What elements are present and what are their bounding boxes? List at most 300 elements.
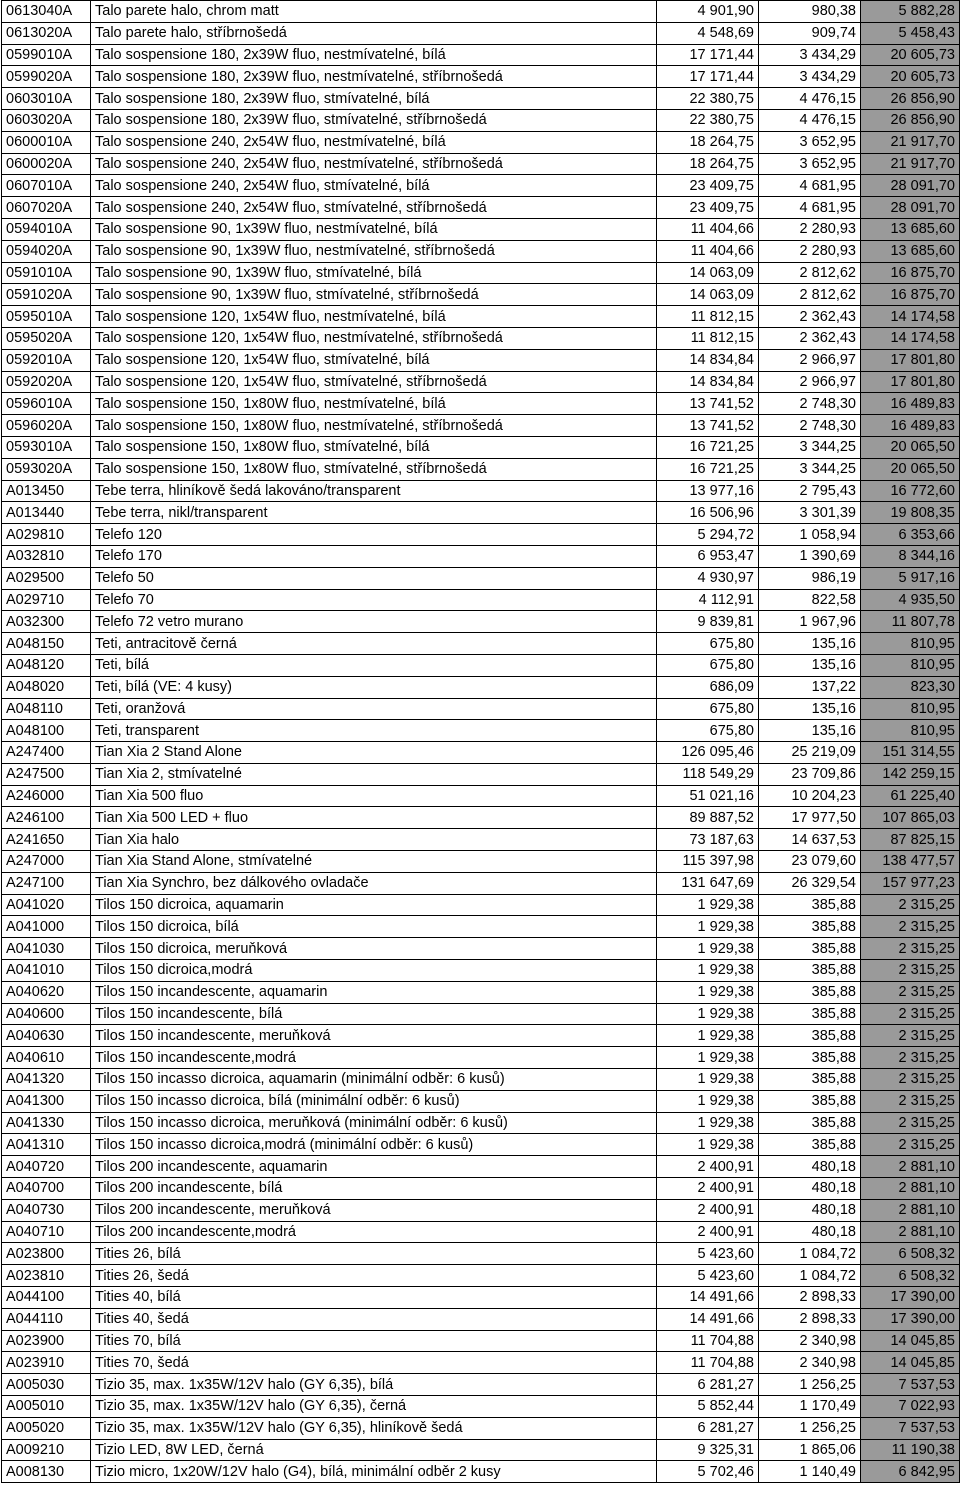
vat-amount-cell: 2 280,93 bbox=[759, 218, 861, 240]
vat-amount-cell: 480,18 bbox=[759, 1221, 861, 1243]
price-without-vat-cell: 2 400,91 bbox=[657, 1156, 759, 1178]
product-code-cell: A041330 bbox=[2, 1112, 91, 1134]
price-with-vat-cell: 14 045,85 bbox=[861, 1330, 960, 1352]
product-name-cell: Tian Xia Synchro, bez dálkového ovladače bbox=[91, 872, 657, 894]
price-without-vat-cell: 18 264,75 bbox=[657, 131, 759, 153]
price-with-vat-cell: 16 875,70 bbox=[861, 262, 960, 284]
product-code-cell: 0593010A bbox=[2, 436, 91, 458]
price-with-vat-cell: 14 174,58 bbox=[861, 327, 960, 349]
table-row bbox=[2, 1025, 960, 1047]
price-without-vat-cell: 1 929,38 bbox=[657, 894, 759, 916]
product-code-cell: 0607020A bbox=[2, 197, 91, 219]
price-with-vat-cell: 2 315,25 bbox=[861, 981, 960, 1003]
vat-amount-cell: 2 362,43 bbox=[759, 306, 861, 328]
product-name-cell: Talo sospensione 150, 1x80W fluo, stmívatelné, stříbrnošedá bbox=[91, 458, 657, 480]
table-row bbox=[2, 175, 960, 197]
price-with-vat-cell: 2 315,25 bbox=[861, 1025, 960, 1047]
table-row bbox=[2, 807, 960, 829]
vat-amount-cell: 2 812,62 bbox=[759, 284, 861, 306]
price-with-vat-cell: 2 315,25 bbox=[861, 1134, 960, 1156]
product-name-cell: Tian Xia 2, stmívatelné bbox=[91, 763, 657, 785]
vat-amount-cell: 14 637,53 bbox=[759, 829, 861, 851]
price-without-vat-cell: 16 506,96 bbox=[657, 502, 759, 524]
table-row bbox=[2, 829, 960, 851]
table-row bbox=[2, 1287, 960, 1309]
vat-amount-cell: 2 812,62 bbox=[759, 262, 861, 284]
table-row bbox=[2, 240, 960, 262]
product-name-cell: Tizio LED, 8W LED, černá bbox=[91, 1439, 657, 1461]
vat-amount-cell: 23 709,86 bbox=[759, 763, 861, 785]
product-name-cell: Telefo 70 bbox=[91, 589, 657, 611]
product-name-cell: Telefo 72 vetro murano bbox=[91, 611, 657, 633]
product-code-cell: A023800 bbox=[2, 1243, 91, 1265]
vat-amount-cell: 1 390,69 bbox=[759, 545, 861, 567]
price-without-vat-cell: 22 380,75 bbox=[657, 109, 759, 131]
price-with-vat-cell: 16 489,83 bbox=[861, 393, 960, 415]
vat-amount-cell: 385,88 bbox=[759, 1134, 861, 1156]
product-name-cell: Talo sospensione 90, 1x39W fluo, stmívatelné, stříbrnošedá bbox=[91, 284, 657, 306]
vat-amount-cell: 3 434,29 bbox=[759, 66, 861, 88]
price-with-vat-cell: 2 315,25 bbox=[861, 1047, 960, 1069]
table-row bbox=[2, 1396, 960, 1418]
product-name-cell: Tian Xia halo bbox=[91, 829, 657, 851]
price-with-vat-cell: 16 489,83 bbox=[861, 415, 960, 437]
vat-amount-cell: 2 898,33 bbox=[759, 1308, 861, 1330]
table-row bbox=[2, 545, 960, 567]
table-row bbox=[2, 1090, 960, 1112]
product-code-cell: A246000 bbox=[2, 785, 91, 807]
price-with-vat-cell: 2 315,25 bbox=[861, 1112, 960, 1134]
table-row bbox=[2, 306, 960, 328]
table-row bbox=[2, 131, 960, 153]
product-code-cell: A048120 bbox=[2, 654, 91, 676]
product-name-cell: Tilos 150 incandescente, aquamarin bbox=[91, 981, 657, 1003]
table-row bbox=[2, 1221, 960, 1243]
price-with-vat-cell: 7 537,53 bbox=[861, 1417, 960, 1439]
vat-amount-cell: 385,88 bbox=[759, 938, 861, 960]
product-code-cell: A029710 bbox=[2, 589, 91, 611]
price-without-vat-cell: 14 834,84 bbox=[657, 349, 759, 371]
price-with-vat-cell: 810,95 bbox=[861, 698, 960, 720]
price-with-vat-cell: 2 315,25 bbox=[861, 960, 960, 982]
product-code-cell: 0599020A bbox=[2, 66, 91, 88]
table-row bbox=[2, 1069, 960, 1091]
price-without-vat-cell: 1 929,38 bbox=[657, 1069, 759, 1091]
table-row bbox=[2, 327, 960, 349]
product-name-cell: Talo sospensione 180, 2x39W fluo, nestmívatelné, stříbrnošedá bbox=[91, 66, 657, 88]
product-code-cell: A040720 bbox=[2, 1156, 91, 1178]
vat-amount-cell: 2 340,98 bbox=[759, 1330, 861, 1352]
table-row bbox=[2, 851, 960, 873]
product-name-cell: Tities 26, bílá bbox=[91, 1243, 657, 1265]
product-name-cell: Tilos 200 incandescente, meruňková bbox=[91, 1199, 657, 1221]
price-with-vat-cell: 151 314,55 bbox=[861, 742, 960, 764]
price-with-vat-cell: 16 772,60 bbox=[861, 480, 960, 502]
product-name-cell: Teti, bílá (VE: 4 kusy) bbox=[91, 676, 657, 698]
vat-amount-cell: 385,88 bbox=[759, 1090, 861, 1112]
table-row bbox=[2, 785, 960, 807]
vat-amount-cell: 135,16 bbox=[759, 633, 861, 655]
product-code-cell: A044100 bbox=[2, 1287, 91, 1309]
price-with-vat-cell: 16 875,70 bbox=[861, 284, 960, 306]
product-name-cell: Talo parete halo, stříbrnošedá bbox=[91, 22, 657, 44]
table-row bbox=[2, 1352, 960, 1374]
table-row bbox=[2, 262, 960, 284]
table-row bbox=[2, 938, 960, 960]
product-code-cell: A041020 bbox=[2, 894, 91, 916]
price-without-vat-cell: 51 021,16 bbox=[657, 785, 759, 807]
vat-amount-cell: 2 966,97 bbox=[759, 371, 861, 393]
price-without-vat-cell: 4 548,69 bbox=[657, 22, 759, 44]
product-code-cell: 0592020A bbox=[2, 371, 91, 393]
table-row bbox=[2, 981, 960, 1003]
price-with-vat-cell: 142 259,15 bbox=[861, 763, 960, 785]
product-name-cell: Tilos 150 dicroica, aquamarin bbox=[91, 894, 657, 916]
price-without-vat-cell: 22 380,75 bbox=[657, 88, 759, 110]
price-without-vat-cell: 1 929,38 bbox=[657, 960, 759, 982]
vat-amount-cell: 2 898,33 bbox=[759, 1287, 861, 1309]
product-code-cell: 0591010A bbox=[2, 262, 91, 284]
product-name-cell: Talo sospensione 90, 1x39W fluo, nestmívatelné, bílá bbox=[91, 218, 657, 240]
product-code-cell: 0600010A bbox=[2, 131, 91, 153]
vat-amount-cell: 2 966,97 bbox=[759, 349, 861, 371]
product-name-cell: Tian Xia 2 Stand Alone bbox=[91, 742, 657, 764]
product-code-cell: 0592010A bbox=[2, 349, 91, 371]
table-row bbox=[2, 284, 960, 306]
product-code-cell: A040630 bbox=[2, 1025, 91, 1047]
product-name-cell: Tilos 150 incasso dicroica, meruňková (minimální odběr: 6 kusů) bbox=[91, 1112, 657, 1134]
price-without-vat-cell: 4 112,91 bbox=[657, 589, 759, 611]
price-without-vat-cell: 16 721,25 bbox=[657, 436, 759, 458]
table-row bbox=[2, 894, 960, 916]
price-with-vat-cell: 107 865,03 bbox=[861, 807, 960, 829]
product-code-cell: A041300 bbox=[2, 1090, 91, 1112]
table-row bbox=[2, 633, 960, 655]
product-name-cell: Talo sospensione 120, 1x54W fluo, stmívatelné, stříbrnošedá bbox=[91, 371, 657, 393]
price-without-vat-cell: 4 930,97 bbox=[657, 567, 759, 589]
product-name-cell: Talo parete halo, chrom matt bbox=[91, 1, 657, 23]
price-without-vat-cell: 11 704,88 bbox=[657, 1330, 759, 1352]
price-with-vat-cell: 810,95 bbox=[861, 654, 960, 676]
vat-amount-cell: 1 084,72 bbox=[759, 1265, 861, 1287]
price-without-vat-cell: 14 491,66 bbox=[657, 1308, 759, 1330]
vat-amount-cell: 25 219,09 bbox=[759, 742, 861, 764]
table-row bbox=[2, 1, 960, 23]
price-without-vat-cell: 1 929,38 bbox=[657, 1003, 759, 1025]
product-code-cell: 0596010A bbox=[2, 393, 91, 415]
vat-amount-cell: 385,88 bbox=[759, 1003, 861, 1025]
product-code-cell: 0594020A bbox=[2, 240, 91, 262]
product-name-cell: Tilos 150 dicroica, meruňková bbox=[91, 938, 657, 960]
price-with-vat-cell: 157 977,23 bbox=[861, 872, 960, 894]
product-name-cell: Tilos 150 incasso dicroica,modrá (minimální odběr: 6 kusů) bbox=[91, 1134, 657, 1156]
product-code-cell: A041310 bbox=[2, 1134, 91, 1156]
product-name-cell: Tebe terra, nikl/transparent bbox=[91, 502, 657, 524]
price-with-vat-cell: 21 917,70 bbox=[861, 153, 960, 175]
vat-amount-cell: 4 681,95 bbox=[759, 197, 861, 219]
vat-amount-cell: 137,22 bbox=[759, 676, 861, 698]
vat-amount-cell: 385,88 bbox=[759, 981, 861, 1003]
product-name-cell: Talo sospensione 180, 2x39W fluo, stmívatelné, stříbrnošedá bbox=[91, 109, 657, 131]
table-row bbox=[2, 1417, 960, 1439]
vat-amount-cell: 1 140,49 bbox=[759, 1461, 861, 1483]
vat-amount-cell: 2 362,43 bbox=[759, 327, 861, 349]
product-name-cell: Talo sospensione 150, 1x80W fluo, nestmívatelné, stříbrnošedá bbox=[91, 415, 657, 437]
price-with-vat-cell: 2 315,25 bbox=[861, 1003, 960, 1025]
price-without-vat-cell: 2 400,91 bbox=[657, 1221, 759, 1243]
product-code-cell: 0599010A bbox=[2, 44, 91, 66]
table-row bbox=[2, 611, 960, 633]
price-without-vat-cell: 5 423,60 bbox=[657, 1265, 759, 1287]
price-without-vat-cell: 5 423,60 bbox=[657, 1243, 759, 1265]
table-row bbox=[2, 960, 960, 982]
price-with-vat-cell: 2 881,10 bbox=[861, 1199, 960, 1221]
product-code-cell: A048150 bbox=[2, 633, 91, 655]
product-code-cell: A041000 bbox=[2, 916, 91, 938]
vat-amount-cell: 23 079,60 bbox=[759, 851, 861, 873]
price-without-vat-cell: 675,80 bbox=[657, 698, 759, 720]
price-with-vat-cell: 17 390,00 bbox=[861, 1287, 960, 1309]
product-name-cell: Tebe terra, hliníkově šedá lakováno/transparent bbox=[91, 480, 657, 502]
product-name-cell: Tities 26, šedá bbox=[91, 1265, 657, 1287]
vat-amount-cell: 1 084,72 bbox=[759, 1243, 861, 1265]
price-without-vat-cell: 17 171,44 bbox=[657, 66, 759, 88]
table-row bbox=[2, 88, 960, 110]
price-with-vat-cell: 26 856,90 bbox=[861, 109, 960, 131]
product-code-cell: A009210 bbox=[2, 1439, 91, 1461]
product-code-cell: A048110 bbox=[2, 698, 91, 720]
price-without-vat-cell: 23 409,75 bbox=[657, 175, 759, 197]
table-row bbox=[2, 371, 960, 393]
price-with-vat-cell: 20 605,73 bbox=[861, 66, 960, 88]
vat-amount-cell: 909,74 bbox=[759, 22, 861, 44]
product-name-cell: Tilos 150 incandescente, bílá bbox=[91, 1003, 657, 1025]
table-row bbox=[2, 1265, 960, 1287]
product-name-cell: Tilos 200 incandescente, aquamarin bbox=[91, 1156, 657, 1178]
price-without-vat-cell: 1 929,38 bbox=[657, 1090, 759, 1112]
table-row bbox=[2, 1243, 960, 1265]
table-row bbox=[2, 1461, 960, 1483]
vat-amount-cell: 26 329,54 bbox=[759, 872, 861, 894]
price-without-vat-cell: 686,09 bbox=[657, 676, 759, 698]
table-row bbox=[2, 1112, 960, 1134]
product-code-cell: 0594010A bbox=[2, 218, 91, 240]
table-row bbox=[2, 1374, 960, 1396]
vat-amount-cell: 3 434,29 bbox=[759, 44, 861, 66]
product-code-cell: 0593020A bbox=[2, 458, 91, 480]
price-with-vat-cell: 2 315,25 bbox=[861, 894, 960, 916]
product-name-cell: Talo sospensione 240, 2x54W fluo, nestmívatelné, bílá bbox=[91, 131, 657, 153]
price-without-vat-cell: 115 397,98 bbox=[657, 851, 759, 873]
vat-amount-cell: 385,88 bbox=[759, 1047, 861, 1069]
product-code-cell: A040730 bbox=[2, 1199, 91, 1221]
product-name-cell: Tities 70, bílá bbox=[91, 1330, 657, 1352]
vat-amount-cell: 135,16 bbox=[759, 720, 861, 742]
price-without-vat-cell: 5 852,44 bbox=[657, 1396, 759, 1418]
vat-amount-cell: 1 170,49 bbox=[759, 1396, 861, 1418]
vat-amount-cell: 2 748,30 bbox=[759, 393, 861, 415]
price-with-vat-cell: 20 065,50 bbox=[861, 458, 960, 480]
vat-amount-cell: 2 795,43 bbox=[759, 480, 861, 502]
price-without-vat-cell: 6 281,27 bbox=[657, 1374, 759, 1396]
product-code-cell: A013440 bbox=[2, 502, 91, 524]
table-row bbox=[2, 676, 960, 698]
table-row bbox=[2, 458, 960, 480]
price-with-vat-cell: 2 315,25 bbox=[861, 938, 960, 960]
table-row bbox=[2, 197, 960, 219]
table-row bbox=[2, 698, 960, 720]
product-name-cell: Tizio 35, max. 1x35W/12V halo (GY 6,35), hliníkově šedá bbox=[91, 1417, 657, 1439]
vat-amount-cell: 1 256,25 bbox=[759, 1417, 861, 1439]
price-with-vat-cell: 14 045,85 bbox=[861, 1352, 960, 1374]
product-code-cell: 0595010A bbox=[2, 306, 91, 328]
price-without-vat-cell: 1 929,38 bbox=[657, 938, 759, 960]
table-row bbox=[2, 1047, 960, 1069]
price-with-vat-cell: 13 685,60 bbox=[861, 218, 960, 240]
price-with-vat-cell: 13 685,60 bbox=[861, 240, 960, 262]
price-without-vat-cell: 1 929,38 bbox=[657, 1112, 759, 1134]
price-without-vat-cell: 1 929,38 bbox=[657, 1047, 759, 1069]
product-code-cell: A040710 bbox=[2, 1221, 91, 1243]
price-with-vat-cell: 28 091,70 bbox=[861, 175, 960, 197]
vat-amount-cell: 822,58 bbox=[759, 589, 861, 611]
price-without-vat-cell: 18 264,75 bbox=[657, 153, 759, 175]
price-with-vat-cell: 7 537,53 bbox=[861, 1374, 960, 1396]
table-row bbox=[2, 393, 960, 415]
product-name-cell: Talo sospensione 150, 1x80W fluo, nestmívatelné, bílá bbox=[91, 393, 657, 415]
vat-amount-cell: 3 344,25 bbox=[759, 436, 861, 458]
price-with-vat-cell: 2 881,10 bbox=[861, 1221, 960, 1243]
price-without-vat-cell: 17 171,44 bbox=[657, 44, 759, 66]
price-with-vat-cell: 6 508,32 bbox=[861, 1265, 960, 1287]
price-with-vat-cell: 810,95 bbox=[861, 633, 960, 655]
price-with-vat-cell: 2 881,10 bbox=[861, 1156, 960, 1178]
product-name-cell: Talo sospensione 120, 1x54W fluo, stmívatelné, bílá bbox=[91, 349, 657, 371]
table-row bbox=[2, 502, 960, 524]
price-without-vat-cell: 13 741,52 bbox=[657, 393, 759, 415]
vat-amount-cell: 3 652,95 bbox=[759, 153, 861, 175]
table-row bbox=[2, 1156, 960, 1178]
product-name-cell: Telefo 170 bbox=[91, 545, 657, 567]
vat-amount-cell: 385,88 bbox=[759, 894, 861, 916]
table-row bbox=[2, 1330, 960, 1352]
vat-amount-cell: 385,88 bbox=[759, 1112, 861, 1134]
price-with-vat-cell: 5 882,28 bbox=[861, 1, 960, 23]
price-with-vat-cell: 28 091,70 bbox=[861, 197, 960, 219]
price-without-vat-cell: 675,80 bbox=[657, 720, 759, 742]
product-name-cell: Tizio micro, 1x20W/12V halo (G4), bílá, minimální odběr 2 kusy bbox=[91, 1461, 657, 1483]
price-without-vat-cell: 14 834,84 bbox=[657, 371, 759, 393]
table-row bbox=[2, 44, 960, 66]
product-code-cell: A041010 bbox=[2, 960, 91, 982]
price-with-vat-cell: 4 935,50 bbox=[861, 589, 960, 611]
table-row bbox=[2, 1439, 960, 1461]
product-code-cell: A029500 bbox=[2, 567, 91, 589]
price-without-vat-cell: 11 404,66 bbox=[657, 218, 759, 240]
price-with-vat-cell: 17 801,80 bbox=[861, 371, 960, 393]
product-name-cell: Tilos 150 incandescente,modrá bbox=[91, 1047, 657, 1069]
price-with-vat-cell: 87 825,15 bbox=[861, 829, 960, 851]
table-row bbox=[2, 436, 960, 458]
vat-amount-cell: 385,88 bbox=[759, 1025, 861, 1047]
product-code-cell: A013450 bbox=[2, 480, 91, 502]
vat-amount-cell: 1 058,94 bbox=[759, 524, 861, 546]
price-without-vat-cell: 9 839,81 bbox=[657, 611, 759, 633]
product-code-cell: A044110 bbox=[2, 1308, 91, 1330]
table-row bbox=[2, 524, 960, 546]
product-code-cell: A247100 bbox=[2, 872, 91, 894]
product-code-cell: 0596020A bbox=[2, 415, 91, 437]
table-row bbox=[2, 872, 960, 894]
product-code-cell: A029810 bbox=[2, 524, 91, 546]
price-without-vat-cell: 11 812,15 bbox=[657, 327, 759, 349]
product-name-cell: Tizio 35, max. 1x35W/12V halo (GY 6,35), bílá bbox=[91, 1374, 657, 1396]
price-without-vat-cell: 2 400,91 bbox=[657, 1178, 759, 1200]
product-code-cell: A023910 bbox=[2, 1352, 91, 1374]
price-with-vat-cell: 2 315,25 bbox=[861, 916, 960, 938]
price-with-vat-cell: 2 315,25 bbox=[861, 1090, 960, 1112]
product-name-cell: Talo sospensione 90, 1x39W fluo, stmívatelné, bílá bbox=[91, 262, 657, 284]
price-without-vat-cell: 23 409,75 bbox=[657, 197, 759, 219]
table-row bbox=[2, 742, 960, 764]
product-name-cell: Talo sospensione 90, 1x39W fluo, nestmívatelné, stříbrnošedá bbox=[91, 240, 657, 262]
price-list-table bbox=[1, 0, 960, 1483]
product-name-cell: Teti, oranžová bbox=[91, 698, 657, 720]
vat-amount-cell: 480,18 bbox=[759, 1156, 861, 1178]
vat-amount-cell: 2 340,98 bbox=[759, 1352, 861, 1374]
product-code-cell: 0613040A bbox=[2, 1, 91, 23]
price-without-vat-cell: 1 929,38 bbox=[657, 1025, 759, 1047]
table-row bbox=[2, 415, 960, 437]
vat-amount-cell: 385,88 bbox=[759, 916, 861, 938]
product-code-cell: A005020 bbox=[2, 1417, 91, 1439]
product-code-cell: 0595020A bbox=[2, 327, 91, 349]
product-code-cell: A032300 bbox=[2, 611, 91, 633]
price-with-vat-cell: 14 174,58 bbox=[861, 306, 960, 328]
table-row bbox=[2, 22, 960, 44]
table-row bbox=[2, 218, 960, 240]
product-name-cell: Tilos 150 dicroica,modrá bbox=[91, 960, 657, 982]
product-code-cell: A247500 bbox=[2, 763, 91, 785]
product-code-cell: A005010 bbox=[2, 1396, 91, 1418]
product-name-cell: Talo sospensione 240, 2x54W fluo, stmívatelné, bílá bbox=[91, 175, 657, 197]
price-without-vat-cell: 131 647,69 bbox=[657, 872, 759, 894]
price-without-vat-cell: 118 549,29 bbox=[657, 763, 759, 785]
price-with-vat-cell: 7 022,93 bbox=[861, 1396, 960, 1418]
price-without-vat-cell: 11 812,15 bbox=[657, 306, 759, 328]
price-with-vat-cell: 61 225,40 bbox=[861, 785, 960, 807]
price-without-vat-cell: 1 929,38 bbox=[657, 916, 759, 938]
product-name-cell: Teti, bílá bbox=[91, 654, 657, 676]
price-without-vat-cell: 13 741,52 bbox=[657, 415, 759, 437]
vat-amount-cell: 385,88 bbox=[759, 960, 861, 982]
price-without-vat-cell: 16 721,25 bbox=[657, 458, 759, 480]
vat-amount-cell: 480,18 bbox=[759, 1199, 861, 1221]
price-without-vat-cell: 9 325,31 bbox=[657, 1439, 759, 1461]
product-name-cell: Tities 40, šedá bbox=[91, 1308, 657, 1330]
vat-amount-cell: 3 301,39 bbox=[759, 502, 861, 524]
product-name-cell: Talo sospensione 120, 1x54W fluo, nestmívatelné, stříbrnošedá bbox=[91, 327, 657, 349]
vat-amount-cell: 4 681,95 bbox=[759, 175, 861, 197]
price-with-vat-cell: 11 807,78 bbox=[861, 611, 960, 633]
price-without-vat-cell: 73 187,63 bbox=[657, 829, 759, 851]
price-without-vat-cell: 11 404,66 bbox=[657, 240, 759, 262]
vat-amount-cell: 17 977,50 bbox=[759, 807, 861, 829]
product-name-cell: Tilos 150 incasso dicroica, bílá (minimální odběr: 6 kusů) bbox=[91, 1090, 657, 1112]
price-with-vat-cell: 26 856,90 bbox=[861, 88, 960, 110]
product-code-cell: A041030 bbox=[2, 938, 91, 960]
price-with-vat-cell: 138 477,57 bbox=[861, 851, 960, 873]
